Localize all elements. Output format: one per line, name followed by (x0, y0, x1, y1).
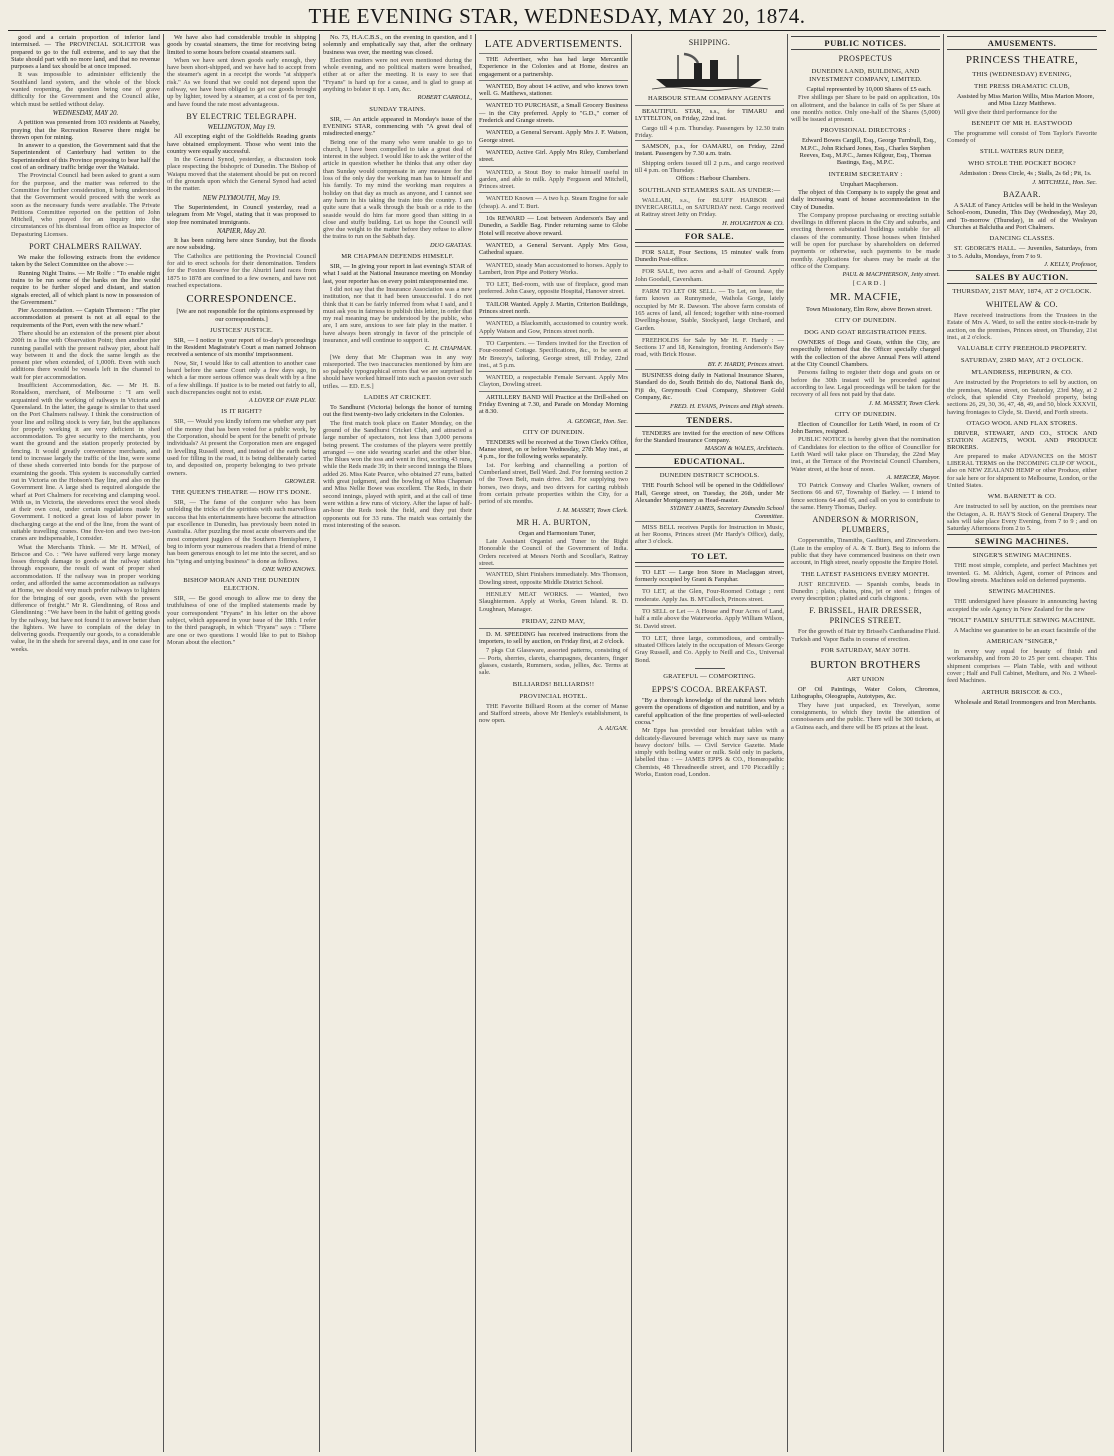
hotel-heading: PROVINCIAL HOTEL. (519, 692, 588, 700)
column-7 (944, 34, 1100, 1452)
divider (695, 668, 725, 669)
shipping-agents: HARBOUR STEAM COMPANY AGENTS (648, 95, 771, 102)
firm-signature: PAUL & MACPHERSON, Jetty street. (842, 271, 940, 279)
letter-signature: ROBERT CARROLL, (417, 94, 472, 102)
briscoe-heading: ARTHUR BRISCOE & CO., (981, 688, 1063, 696)
bazaar-text: A SALE of Fancy Articles will be held in the Wesleyan School-room, Dunedin, This Day (Wednesday), May 20, and To-morrow (Thursday), in aid of the Wesleyan Churches at Balclutha and Port Chalmers. (947, 202, 1097, 231)
body-text: There should be an extension of the present pier about 200ft in a line with Observation Point; then another pier running parallel with the present railway pier, about half way between it and the dock the same length as the present pier when extended, of 1,000ft. Even with such additions there would be vessels left in the channel to wait for pier accommodation. (11, 329, 160, 381)
epps-heading: EPPS'S COCOA. BREAKFAST. (651, 685, 768, 695)
body-text: Late Assistant Organist and Tuner to the Right Honorable the Council of the Government of India. Orders received at Messrs North and Scoullar's, Rattray street. (479, 538, 628, 568)
classified-ad: WANTED, a General Servant. Apply Mrs Goss, Cathedral square. (479, 239, 628, 258)
let-ad: TO LET, at the Glen, Four-Roomed Cottage ; rent moderate. Apply Jas. B. M'Culloch, Princes street. (635, 585, 784, 604)
auction-date: FRIDAY, 22ND MAY, (521, 617, 586, 625)
trains-paragraph: SIR, — An article appeared in Monday's issue of the EVENING STAR, commencing with "A great deal of misdirected energy." (323, 115, 472, 138)
body-text: The Provincial Council had been asked to grant a sum for the purpose, and the matter was referred to the Committee for further consideration, it being understood that the Government would proceed with the work as soon as the necessary funds were available. The Private Petitions Committee reported on the petition of John Mitchell, who prayed for an inquiry into the circumstances of his dismissal from office as Inspector of Depasturing Licenses. (11, 172, 160, 238)
body-text: SIR, — Be good enough to allow me to deny the truthfulness of one of the implied statements made by your correspondent "Fryans" in his letter on the above subject, which appeared in your issue of the 18th. I refer to the third paragraph, in which "Fryans" says : "There are one or two questions I would like to put to Bishop Moran about the election." (167, 595, 316, 646)
burton-bros-heading: BURTON BROTHERS (810, 659, 921, 672)
section-heading: AMUSEMENTS. (947, 36, 1097, 50)
steamship-icon (650, 51, 770, 91)
body-text: Are prepared to make ADVANCES on the MOST LIBERAL TERMS on the INCOMING CLIP OF WOOL, also on NEW ZEALAND HEMP or other Produce, either for sale here or for shipment to Melbourne, London, or the United States. (947, 452, 1097, 489)
billiards-heading: BILLIARDS! BILLIARDS!! (512, 680, 595, 688)
telegraph-paragraph: It has been raining here since Sunday, but the floods are now subsiding. (167, 237, 316, 252)
grateful-heading: GRATEFUL — COMFORTING. (663, 673, 756, 681)
classified-ad: MISS BELL receives Pupils for Instruction in Music, at her Rooms, Princes street (Mr Hardy's Office), daily, after 3 o'clock. (635, 521, 784, 547)
fashions-heading: THE LATEST FASHIONS EVERY MONTH. (801, 570, 930, 578)
evans-signature: FRED. H. EVANS, Princes and High streets. (670, 403, 784, 411)
play-title: STILL WATERS RUN DEEP, (980, 148, 1064, 156)
hotel-signature: A. AUGAN. (598, 725, 628, 733)
body-text: The Catholics are petitioning the Provincial Council for aid to erect schools for their denomination. Tenders for the Foxton Reserve for the Ahuriri land races from 1875 to 1878 are confined to a few owners, and have not reached expectations. (167, 252, 316, 289)
column-3 (320, 34, 476, 1452)
body-text: What the Merchants Think. — Mr H. M'Neil, of Briscoe and Co. : "We have suffered very large money losses through damage to goods at the railway station through exposure, the result of want of proper shed accommodation. If the railway was in proper working order, and afforded the same accommodation as railways at Home, we should very much prefer railways to lighters for the bringing of our goods, even with the present difference of freight." Mr R. Glendinning, of Ross and Glendinning : "We have been in the habit of getting goods by the railway, but have not found it to answer better than the lighters. We have to complain of the delay in delivering goods. Frequently our goods, to a considerable value, lie in the sheds for several days, and in one case for weeks. (11, 543, 160, 653)
body-text: Mr Epps has provided our breakfast tables with a delicately-flavoured beverage which may save us many heavy doctors' bills. — Civil Service Gazette. Made simply with boiling water or milk. Sold only in packets, labelled thus : — JAMES EPPS & CO., Homœopathic Chemists, 48 Threadneedle street, and 170 Piccadilly ; Works, Euston road, London. (635, 727, 784, 778)
body-text: The programme will consist of Tom Taylor's Favorite Comedy of (947, 129, 1097, 145)
letter-heading: SUNDAY TRAINS. (369, 105, 426, 113)
landress-heading: M'LANDRESS, HEPBURN, & CO. (971, 369, 1073, 377)
directors-heading: PROVISIONAL DIRECTORS : (820, 127, 911, 135)
letter-signature: C. H. CHAPMAN. (424, 345, 472, 353)
dancing-text: ST. GEORGE'S HALL. — Juveniles, Saturdays, from 3 to 5. Adults, Mondays, from 7 to 9. (947, 245, 1097, 260)
pier-paragraph: Pier Accommodation. — Captain Thomson : "The pier accommodation at present is not at all equal to the requirements of the Port, even with the new wharf." (11, 307, 160, 329)
classified-ad: WANTED, a Blacksmith, accustomed to country work. Apply Watson and Gow, Princes street north. (479, 317, 628, 336)
letter-text: SIR, — I notice in your report of to-day's proceedings in the Resident Magistrate's Court a man named Johnson received a sentence of six months' imprisonment. (167, 336, 316, 359)
valuable-heading: VALUABLE CITY FREEHOLD PROPERTY. (957, 345, 1087, 353)
body-text: Five shillings per Share to be paid on application, 10s on allotment, and the balance in calls of 5s per Share at one month's notice. Only one-half of the Shares (5,000) will be issued at present. (791, 94, 940, 124)
masthead-rule (8, 30, 1106, 31)
shipping-paragraph: We have also had considerable trouble in shipping goods by coastal steamers, the time for receiving being limited to some hours before coastal steamers sail. (167, 34, 316, 56)
carroll-paragraph: No. 73, H.A.C.B.S., on the evening in question, and I solemnly and emphatically say that, after the ordinary business was over, the meeting was closed. (323, 34, 472, 56)
body-text: Coppersmiths, Tinsmiths, Gasfitters, and Zincworkers. (Late in the employ of A. & T. Burt). Beg to inform the public that they have commenced business on their own account, in High street, nearly opposite the Empire Hotel. (791, 537, 940, 567)
brissel-heading: F. BRISSEL, HAIR DRESSER, PRINCES STREET. (809, 606, 922, 626)
letter-signature: GROWLER. (284, 477, 316, 485)
briscoe-subheading: Wholesale and Retail Ironmongers and Iron Merchants. (954, 698, 1097, 706)
petition-paragraph: A petition was presented from 103 residents at Naseby, praying that the Recreation Reserve there might be thrown open for mining. (11, 119, 160, 141)
letter-heading: IS IT RIGHT? (221, 408, 262, 416)
southland-heading: SOUTHLAND STEAMERS SAIL AS UNDER:— (638, 186, 781, 194)
body-text: The first match took place on Easter Monday, on the ground of the Sandhurst Cricket Club, and attracted a large number of spectators, not less than 3,000 persons being present. The costumes of the players were prettily arranged — one side wearing scarlet and the other blue. The Blues won the toss and went in first, scoring 43 runs, while the Reds made 39; in their second innings the Blues added 26. Miss Kate Pearce, who obtained 27 runs, batted with great judgment, and the bowling of Miss Chapman and Miss Nellie Bowe was excellent. The Reds, in their second innings, played with spirit, and at the call of time were within a few runs of victory. After the lapse of half-an-hour the Reds took the field, and they put their opponents out for 33 runs. The match was certainly the most interesting of the season. (323, 419, 472, 529)
classified-ad: WANTED, Active Girl. Apply Mrs Riley, Cumberland street. (479, 146, 628, 165)
wool-heading: OTAGO WOOL AND FLAX STORES. (966, 419, 1078, 427)
body-text: Shipping orders issued till 2 p.m., and cargo received till 4 p.m. on Thursday. (635, 159, 784, 175)
body-text: PUBLIC NOTICE is hereby given that the nomination of Candidates for election to the office of Councillor for Leith Ward will take place on Thursday, the 22nd May inst., at the Terrace of the Provincial Council Chambers, Water street, at the hour of noon. (791, 436, 940, 473)
bazaar-heading: BAZAAR. (1003, 190, 1041, 200)
article-heading: LADIES AT CRICKET. (363, 394, 432, 402)
hardy-signature: BY. F. HARDY, Princes street. (707, 360, 784, 368)
section-heading: PORT CHALMERS RAILWAY. (29, 242, 142, 252)
body-text: Are instructed by the Proprietors to sell by auction, on the premises, Manse street, on Saturday, 23rd May, at 2 o'clock, that splendid City Freehold property, being sections 26, 29, 30, 36, 47, 48, 49, and 50, block XXXVII, having frontages to Clyde, St. David, and Forth streets. (947, 379, 1097, 416)
railway-intro: We make the following extracts from the evidence taken by the Select Committee on the above :— (11, 254, 160, 269)
sewing-heading: SEWING MACHINES. (947, 534, 1097, 548)
section-heading: SHIPPING. (688, 38, 731, 47)
body-text: Will give their third performance for the (954, 108, 1058, 116)
for-sale-heading: FOR SALE. (635, 229, 784, 243)
correspondence-note: [We are not responsible for the opinions expressed by our correspondents.] (176, 308, 314, 323)
american-heading: AMERICAN "SINGER," (986, 638, 1058, 646)
columns (8, 34, 1106, 1452)
sydney-signature: SYDNEY JAMES, Secretary Dunedin School Committee. (670, 505, 784, 520)
section-heading: LATE ADVERTISEMENTS. (484, 38, 623, 50)
capital-line: Capital represented by 10,000 Shares of £5 each. (806, 86, 932, 93)
body-text: in every way equal for beauty of finish and workmanship, and from 20 to 25 per cent. cheaper. This shipment comprises — Plain Table, with and without cover ; Half and Full Cabinet, Medium, and No. 2 Wheel-feed Machines. (947, 648, 1097, 685)
massey-signature: J. M. MASSEY, Town Clerk. (868, 399, 940, 407)
telegraph-paragraph: All excepting eight of the Goldfields Reading grants have obtained employment. Those who went into the country were equally successful. (167, 133, 316, 155)
mitchell-signature: J. MITCHELL, Hon. Sec. (1032, 178, 1097, 186)
body-text: WALLABI, s.s., for BLUFF HARBOR and INVERCARGILL, on SATURDAY next. Cargo received at Rattray street Jetty on Friday. (635, 196, 784, 219)
column-6 (788, 34, 944, 1452)
election-text: Election of Councillor for Leith Ward, in room of Cr John Barnes, resigned. (791, 420, 940, 436)
body-text: JUST RECEIVED. — Spanish combs, beads in Dunedin ; plaits, chains, pins, jet or steel ; fringes of every description ; plaited and curls chignons. (791, 580, 940, 603)
company-name: DUNEDIN LAND, BUILDING, AND INVESTMENT COMPANY, LIMITED. (809, 68, 922, 83)
letter-signature: ONE WHO KNOWS. (262, 565, 316, 573)
column-4 (476, 34, 632, 1452)
sewing2-heading: SEWING MACHINES. (988, 588, 1056, 596)
bridge-paragraph: In answer to a question, the Government said that the Superintendent of Canterbury had written to the Superintendent of this Province proposing to bear half the cost of an ordinary traffic bridge over the Waitaki. (11, 142, 160, 172)
letter-heading: JUSTICES' JUSTICE. (209, 326, 274, 334)
letter-heading: THE QUEEN'S THEATRE — HOW IT'S DONE. (171, 489, 312, 497)
body-text: For the growth of Hair try Brissel's Cantharadine Fluid. Turkish and Vapor Baths in course of erection. (791, 628, 940, 643)
epps-text: "By a thorough knowledge of the natural laws which govern the operations of digestion and nutrition, and by a careful application of the fine properties of well-selected cocoa." (635, 697, 784, 726)
tenders-heading: TENDERS. (635, 413, 784, 427)
body-text: 7 pkgs Cut Glassware, assorted patterns, consisting of — Ports, sherries, clarets, champagnes, decanters, finger glasses, custards, Rummers, sodas, jellies, &c. Terms at sale. (479, 647, 628, 677)
let-ad: TO LET, three large, commodious, and centrally-situated Offices lately in the occupation of Messrs George Gray Russell, and Co. Apply to Neill and Co., Universal Bond. (635, 632, 784, 665)
classified-ad: TO LET, Bed-room, with use of fireplace, good man preferred. John Casey, opposite Hospital, Hanover street. (479, 278, 628, 297)
directors-list: Edward Bowes Cargill, Esq., George Turnbull, Esq., M.P.C., John Richard Jones, Esq., Charles Stephen Reeves, Esq., M.P.C., James Kilgour, Esq., Thomas Bastings, Esq., M.P.C. (799, 137, 936, 167)
shipping-ad: BEAUTIFUL STAR, s.s., for TIMARU and LYTTELTON, on Friday, 22nd inst. (635, 105, 784, 124)
section-heading: BY ELECTRIC TELEGRAPH. (186, 111, 297, 121)
art-union-text: OF Oil Paintings, Water Colors, Chromos, Lithographs, Oleographs, Autotypes, &c. (791, 686, 940, 701)
city-heading: CITY OF DUNEDIN. (834, 317, 897, 325)
to-let-heading: TO LET. (635, 549, 784, 563)
classified-ad: WANTED, a Stout Boy to make himself useful in garden, and able to milk. Apply Ferguson and Mitchell, Princes street. (479, 166, 628, 192)
body-text: Have received instructions from the Trustees in the Estate of Mrs A. Ward, to sell the entire stock-in-trade by auction, on the premises, Princes street, on Thursday, 21st inst., at 2 o'clock. (947, 312, 1097, 342)
educational-heading: EDUCATIONAL. (635, 454, 784, 468)
election-heading: CITY OF DUNEDIN. (834, 410, 897, 418)
auction-date: THURSDAY, 21ST MAY, 1874, AT 2 O'CLOCK. (952, 288, 1092, 296)
sale-ad: FOR SALE, Four Sections, 15 minutes' walk from Dunedin Post-office. (635, 246, 784, 265)
sale-ad: FREEHOLDS for Sale by Mr H. F. Hardy : — Sections 17 and 18, Kensington, fronting Anderson's Bay road, with Brick House. (635, 334, 784, 360)
chapman-paragraph: SIR, — In giving your report in last evening's STAR of what I said at the National Insurance meeting on Monday last, your reporter has on every point misrepresented me. (323, 263, 472, 285)
classified-ad: WANTED Known — A two h.p. Steam Engine for sale (cheap). A. and T. Burt. (479, 192, 628, 211)
sale-ad: FARM TO LET OR SELL. — To Let, on lease, the farm known as Runnymede, Waihola Gorge, lately occupied by Mr R. Dawson. The above farm consists of 165 acres of land, all fenced; together with nine-roomed Dwelling-house, Stable, Stockyard, large Orchard, and Garden. (635, 285, 784, 333)
houghton-signature: H. HOUGHTON & CO. (722, 219, 784, 227)
masthead: THE EVENING STAR, WEDNESDAY, MAY 20, 1874. (308, 4, 806, 28)
assisted-line: Assisted by Miss Marion Willis, Miss Marion Moore, and Miss Lizzy Matthews. (956, 93, 1095, 108)
body-text: SIR, — Would you kindly inform me whether any part of the money that has been voted for a public work, by the Corporation, should be spent for the benefit of private individuals? At present the Corporation men are engaged in levelling Russell street, and instead of the earth being used for filling in the road, it is being deliberately carted to, and deposited on, property belonging to two private owners. (167, 418, 316, 477)
club-line: THE PRESS DRAMATIC CLUB, (974, 83, 1070, 90)
sale-ad: FOR SALE, two acres and a-half of Ground. Apply John Goodall, Caversham. (635, 265, 784, 284)
dog-heading: DOG AND GOAT REGISTRATION FEES. (804, 329, 927, 337)
classified-ad: THE Advertiser, who has had large Mercantile Experience in the Colonies and at Home, desires an engagement or a partnership. (479, 53, 628, 79)
body-text: When we have sent down goods early enough, they have been short-shipped, and we have had to accept from the steamer's agent in a receipt the words "at shipper's risk." As we found that we could not depend upon the railway, we have been obliged to get our goods brought up by lighter, towed by a steamer, at a cost of 6s per ton, and have found the rate most advantageous. (167, 56, 316, 108)
card-label: [ C A R D . ] (852, 279, 886, 287)
classified-ad: HENLEY MEAT WORKS. — Wanted, two Slaughtermen. Apply at Works, Green Island. R. D. Loughnan, Manager. (479, 588, 628, 614)
schools-heading: DUNEDIN DISTRICT SCHOOLS. (659, 472, 760, 480)
letter-signature: A LOVER OF FAIR PLAY. (248, 397, 316, 405)
body-text: In the General Synod, yesterday, a discussion took place respecting the bishopric of Dunedin. The Bishop of Waiapu moved that the statement should be put on record of the grounds upon which the General Synod had acted in the matter. (167, 156, 316, 193)
letter-signature: DUO GRATIAS. (429, 241, 472, 249)
body-text: SIR, — The fame of the conjurer who has been unfolding the tricks of the spiritists with such marvellous success that his entertainments have become the attraction par excellence in Dunedin, has previously been noted in Australia. After puzzling the most acute observers and the most competent jugglers of the Southern Hemisphere, I beg to inform your numerous readers that a friend of mine has been generous enough to let me into the secret, and so his "tying and untying business" is done as follows. (167, 499, 316, 565)
anderson-heading: ANDERSON & MORRISON, PLUMBERS, (812, 515, 919, 535)
band-ad: ARTILLERY BAND Will Practice at the Drill-shed on Friday Evening at 7.30, and Parade on Monday Morning at 8.30. (479, 391, 628, 417)
family-heading: "HOLT" FAMILY SHUTTLE SEWING MACHINE. (948, 616, 1096, 624)
schools-text: THE Fourth School will be opened in the Oddfellows' Hall, George street, on Tuesday, the 26th, under Mr Alexander Montgomery as Head-master. (635, 482, 784, 504)
barnett-heading: WM. BARNETT & CO. (987, 493, 1057, 501)
cricket-paragraph: To Sandhurst (Victoria) belongs the honor of turning out the first twenty-two lady cricketers in the Colonies. (323, 404, 472, 419)
lead-paragraph: good and a certain proportion of inferior land intermixed. — The PROVINCIAL SOLICITOR was prepared to go to the full extreme, and to say that the State should part with no more land, and that no revenue purposes a land tax should be at once imposed. (11, 34, 160, 71)
section-heading: PUBLIC NOTICES. (791, 36, 940, 50)
body-text: It was impossible to administer efficiently the Southland land system, and the whole of the block wanted reopening, the question being one of grave difficulty for the Government and the Council alike, which must be settled without delay. (11, 71, 160, 108)
dateline: NAPIER, May 20. (216, 227, 267, 235)
valuable-date: SATURDAY, 23RD MAY, AT 2 O'CLOCK. (960, 357, 1084, 365)
correspondence-heading: CORRESPONDENCE. (186, 293, 297, 306)
shipping-ad: SAMSON, p.s., for OAMARU, on Friday, 22nd instant. Passengers by 7.30 a.m. train. (635, 140, 784, 159)
body-text: [We deny that Mr Chapman was in any way misreported. The two inaccuracies mentioned by him are so palpably typographical errors that we are surprised he should have worked himself into such a passion over such trifles. — ED. E.S.] (323, 353, 472, 390)
offices-line: Offices : Harbour Chambers. (675, 175, 751, 183)
burton-heading: MR H. A. BURTON, (516, 517, 591, 527)
classified-ad: WANTED, a respectable Female Servant. Apply Mrs Clayton, Dowling street. (479, 371, 628, 390)
prospectus-text: The object of this Company is to supply the great and daily increasing want of house accommodation in the City of Dunedin. (791, 188, 940, 211)
dog-text: OWNERS of Dogs and Goats, within the City, are respectfully informed that the Officer specially charged with the collection of the above Annual Fees will attend at the City Council Chambers. (791, 339, 940, 369)
column-5 (632, 34, 788, 1452)
play-title: WHO STOLE THE POCKET BOOK? (968, 160, 1076, 168)
body-text: I did not say that the Insurance Association was a new institution, nor that it had been unsuccessful. I do not think that it can be fairly inferred from what I said, and I must ask you in fairness to publish this letter, in order that my real meaning may be understood by the public, who are, I am sure, anxious to see fair play in the matter. I have always been strongly in favor of the principle of insurance, and will continue to support it. (323, 285, 472, 344)
classified-ad: WANTED, a General Servant. Apply Mrs J. F. Watson, George street. (479, 126, 628, 145)
body-text: Now, Sir, I would like to call attention to another case heard before the same Court only a few days ago, in which a far more serious offence was dealt with by a fine of a few shillings. If justice is to be meted out fairly to all, such discrepancies ought not to exist. (167, 359, 316, 396)
secretary-name: Urquhart Macpherson. (840, 180, 898, 188)
admission-line: Admission : Dress Circle, 4s ; Stalls, 2s 6d ; Pit, 1s. (959, 170, 1092, 178)
saturday-heading: FOR SATURDAY, MAY 30TH. (820, 647, 911, 655)
classified-ad: WANTED, Boy about 14 active, and who knows town well. G. Matthews, stationer. (479, 80, 628, 99)
column-1 (8, 34, 164, 1452)
letter-heading: MR CHAPMAN DEFENDS HIMSELF. (341, 253, 454, 261)
whitelaw-heading: WHITELAW & CO. (985, 300, 1059, 310)
body-text: TO Patrick Conway and Charles Walker, owners of Sections 66 and 67, Township of Barley. — I intend to fence sections 64 and 65, and call on you to contribute to the same. Henry Thomas, Darley. (791, 482, 940, 512)
body-text: Cargo till 4 p.m. Thursday. Passengers by 12.30 train Friday. (635, 124, 784, 139)
city-signature: J. M. MASSEY, Town Clerk. (556, 506, 628, 514)
singer-heading: SINGER'S SEWING MACHINES. (972, 552, 1072, 560)
band-signature: A. GEORGE, Hon. Sec. (567, 417, 628, 425)
mercer-signature: A. MERCER, Mayor. (886, 473, 940, 481)
classified-ad: 10s REWARD — Lost between Anderson's Bay and Dunedin, a Saddle Bag. Finder returning same to Globe Hotel will receive above reward. (479, 212, 628, 238)
body-text: Being one of the many who were unable to go to church, I have been compelled to take a great deal of interest in the subject. I would like to ask the writer of the article in question whether he thinks that any other day than Sunday would compensate in any measure for the loss of the only day the working man has to himself and his family. To my mind the working man requires a holiday on that day as much as anyone, and I cannot see any harm in his taking the train into the country. I am quite sure that a walk through the bush or a ride to the seaside would do him far more good than sitting in a close and stuffy building. Let us hope the Council will give due weight to the matter before they refuse to allow the trains to run on the Sabbath day. (323, 138, 472, 241)
dateline: WELLINGTON, May 19. (207, 123, 276, 131)
classified-ad: TO Carpenters. — Tenders invited for the Erection of Four-roomed Cottage. Specifications, &c., to be seen at Mr Breezy's, tailoring, George street, till Friday, 22nd inst., at 5 p.m. (479, 337, 628, 370)
classified-ad: WANTED, Shirt Finishers immediately. Mrs Thomson, Dowling street, opposite Middle District School. (479, 568, 628, 587)
body-text: THE most simple, complete, and perfect Machines yet invented. G. M. Aldrich, Agent, corner of Princes and Dowling streets. Machines sold on deferred payments. (947, 562, 1097, 584)
body-text: THE undersigned have pleasure in announcing having accepted the sole Agency in New Zealand for the new (947, 598, 1097, 613)
auction-heading: SALES BY AUCTION. (947, 270, 1097, 284)
prospectus-heading: PROSPECTUS (838, 54, 893, 63)
body-text: THE Favorite Billiard Room at the corner of Manse and Stafford streets, above Mr Henley's establishment, is now open. (479, 702, 628, 725)
body-text: A Machine we guarantee to be an exact facsimile of the (954, 626, 1096, 634)
burton-subheading: Organ and Harmonium Tuner, (518, 529, 596, 537)
body-text: Persons failing to register their dogs and goats on or before the 30th instant will be proceeded against according to law. Legal proceedings will be taken for the recovery of all fees not paid by that date. (791, 369, 940, 399)
mason-signature: MASON & WALES, Architects. (704, 445, 784, 453)
benefit-line: BENEFIT OF MR H. EASTWOOD (971, 119, 1073, 127)
dateline: WEDNESDAY, MAY 20. (52, 109, 119, 117)
city-tenders: TENDERS will be received at the Town Clerk's Office, Manse street, on or before Wednesday, 27th May inst., at 4 p.m., for the following works separately. (479, 438, 628, 461)
body-text: 1st. For kerbing and channelling a portion of Cumberland street, Bell Ward. 2nd. For forming section 2 of the Town Belt, main drive. 3rd. For supplying two horses, two drays, and two drivers for carting rubbish from certain private properties within the City, for a period of six months. (479, 461, 628, 506)
body-text: Insufficient Accommodation, &c. — Mr H. B. Ronaldson, merchant, of Melbourne : "I am well acquainted with the working of railways in Victoria and Queensland. In the latter, the gauge is similar to that used on the Port Chalmers railway. I think the construction of your line and rolling stock is very fair, but the appliances for properly working it are very deficient in shed accommodation. To give security to the merchants, you want the ground and the station properly protected by fencing. It would greatly convenience merchants, and tend to increase largely the traffic of the line, were some of these sheds converted into bonds for the purpose of examining the goods. This system is successfully carried out in Victoria on the Hobson's Bay line, and also on the Government line. A large shed is required alongside the wharf at Port Chalmers for receiving and clamping wool. With us, in Victoria, the stevedores erect the wool sheds at their own cost, under certain regulations made by Government. I noticed a great loss of labor power in discharging cargo at the end of the line, from the want of suitable travelling cranes. One five-ton and two two-ton cranes are indispensable, I consider. (11, 382, 160, 543)
tenders-text: TENDERS are invited for the erection of new Offices for the Standard Insurance Company. (635, 429, 784, 444)
notice-heading: CITY OF DUNEDIN. (522, 428, 585, 436)
dateline: NEW PLYMOUTH, May 19. (202, 194, 281, 202)
let-ad: TO SELL or Let — A House and Four Acres of Land, half a mile above the Waterworks. Apply William Wilson, St. David street. (635, 605, 784, 631)
speeding-ad: D. M. SPEEDING has received instructions from the importers, to sell by auction, on Friday first, at 2 o'clock. (479, 628, 628, 647)
art-union-heading: ART UNION (846, 676, 885, 684)
telegraph-paragraph: The Superintendent, in Council yesterday, read a telegram from Mr Vogel, stating that it was proposed to stop free nominated immigrants. (167, 203, 316, 226)
theatre-heading: PRINCESS THEATRE, (965, 54, 1079, 66)
column-2 (164, 34, 320, 1452)
body-text: Are instructed to sell by auction, on the premises near the Octagon, A. R. HAY'S Stock of General Drapery. The sales will take place Every Evening, from 7 to 9 ; and on Saturday Afternoons from 2 to 5. (947, 503, 1097, 533)
classified-ad: WANTED, steady Man accustomed to horses. Apply to Lambert, Iron Pipe and Pottery Works. (479, 259, 628, 278)
dancing-heading: DANCING CLASSES. (989, 235, 1055, 243)
macfie-address: Town Missionary, Elm Row, above Brown street. (806, 305, 932, 313)
macfie-heading: MR. MACFIE, (829, 290, 902, 303)
night-trains-paragraph: Running Night Trains. — Mr Rolfe : "To enable night trains to be run some of the banks on the line would require to be further sloped and distant, and station signals erected, all of which plant is now in possession of the Government." (11, 269, 160, 306)
body-text: The Company propose purchasing or erecting suitable dwellings in different places in the City and suburbs, and erecting thereon substantial buildings suitable for all classes of the community. Those houses when finished will be open for purchase by shareholders on deferred payments or otherwise, such payments to be made monthly. Applications for shares may be made at the office of the Company. (791, 211, 940, 270)
classified-ad: WANTED TO PURCHASE, a Small Grocery Business — in the City preferred. Apply to "G.D.," corner of Frederick and Grange streets. (479, 99, 628, 125)
body-text: Election matters were not even mentioned during the whole evening, and no political matters were breathed, either at or after the meeting. It is easy to see that "Fryans" is hard up for a cause, and is glad to grasp at anything to bolster it up. I am, &c. (323, 56, 472, 94)
let-ad: TO LET — Large Iron Store in Maclaggan street, formerly occupied by Grant & Farquhar. (635, 566, 784, 585)
kelly-signature: J. KELLY, Professor, (1044, 260, 1097, 268)
secretary-heading: INTERIM SECRETARY : (828, 170, 903, 178)
evening-line: THIS (WEDNESDAY) EVENING, (972, 71, 1072, 78)
driver-text: DRIVER, STEWART, AND CO., STOCK AND STATION AGENTS, WOOL AND PRODUCE BROKERS. (947, 429, 1097, 452)
letter-heading: BISHOP MORAN AND THE DUNEDIN ELECTION. (183, 577, 300, 593)
classified-ad: TAILOR Wanted. Apply J. Martin, Criterion Buildings, Princes street north. (479, 298, 628, 317)
business-ad: BUSINESS doing daily in National Insurance Shares, Standard do do, South British do do, National Bank do, Fiji do, Greymouth Coal Company, Shotover Gold Company, &c. (635, 369, 784, 402)
body-text: They have just unpacked, ex Trevelyan, some consignments, to which they invite the attention of connoisseurs and the public. There will be 300 tickets, at a Guinea each, and there will be 85 prizes at the least. (791, 701, 940, 731)
